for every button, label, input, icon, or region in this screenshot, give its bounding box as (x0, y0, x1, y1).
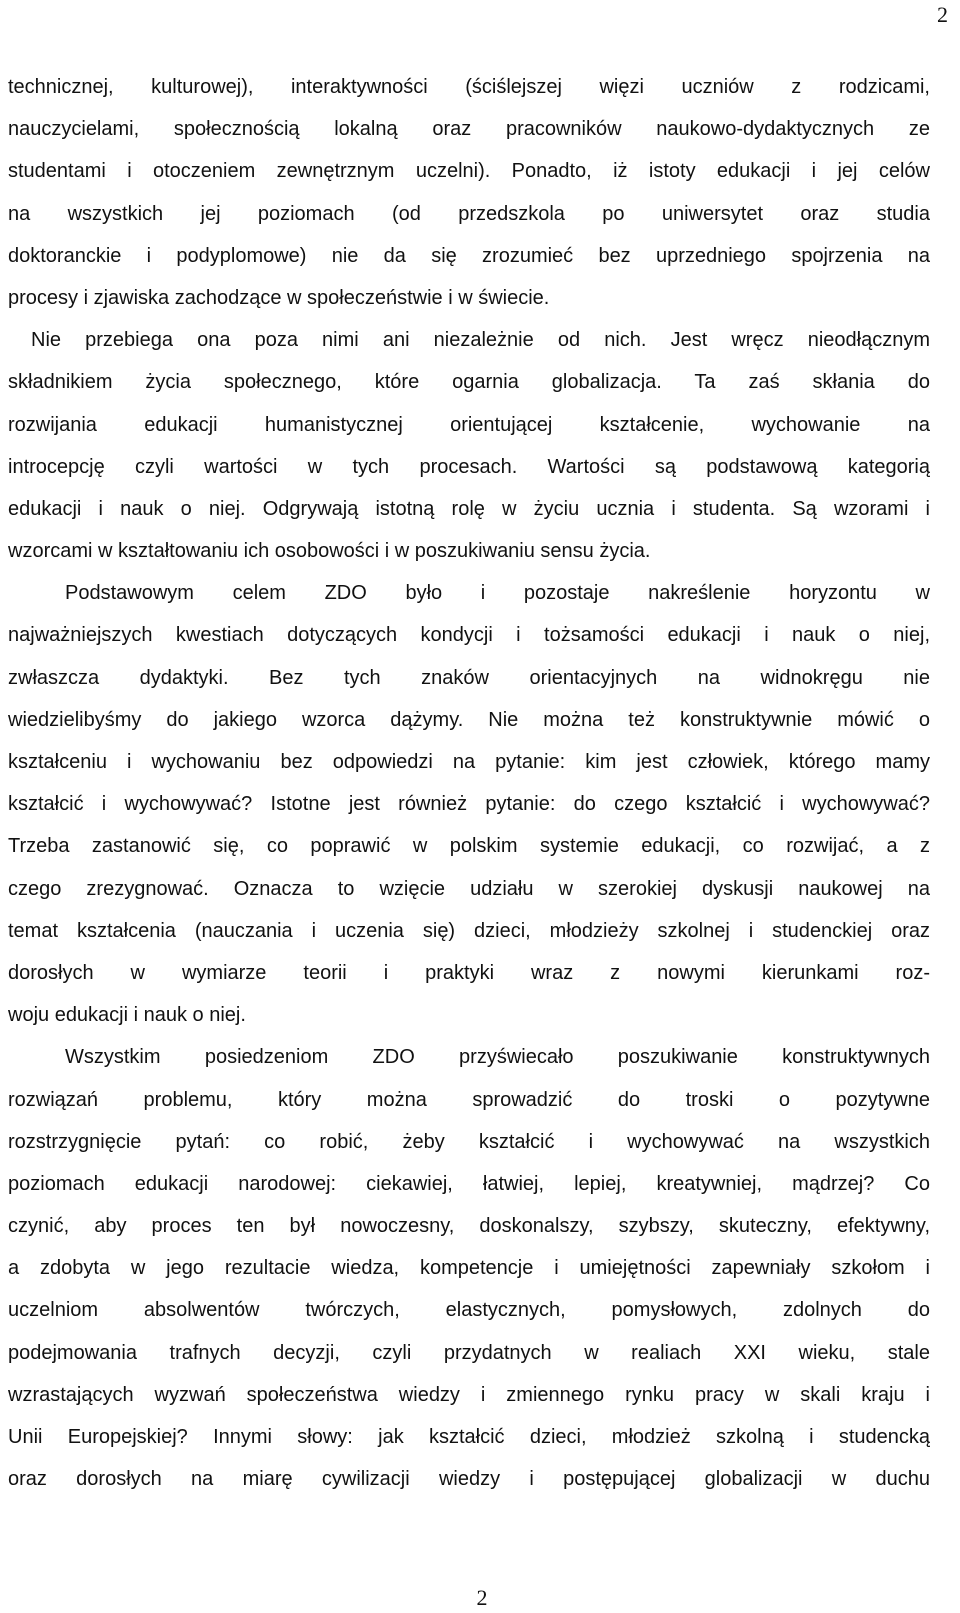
text-line: na wszystkich jej poziomach (od przedszkola po uniwersytet oraz studia (8, 202, 930, 225)
text-line: składnikiem życia społecznego, które ogarnia globalizacja. Ta zaś skłania do (8, 371, 930, 394)
text-line: najważniejszych kwestiach dotyczących kondycji i tożsamości edukacji i nauk o niej, (8, 624, 930, 647)
document-body (8, 66, 930, 1500)
text-line: Unii Europejskiej? Innymi słowy: jak kształcić dzieci, młodzież szkolną i studencką (8, 1426, 930, 1448)
text-line: a zdobyta w jego rezultacie wiedza, kompetencje i umiejętności zapewniały szkołom i (8, 1257, 930, 1280)
text-line: dorosłych w wymiarze teorii i praktyki wraz z nowymi kierunkami roz- (8, 961, 930, 984)
text-line: Wszystkim posiedzeniom ZDO przyświecało poszukiwanie konstruktywnych (65, 1046, 930, 1069)
text-line: podejmowania trafnych decyzji, czyli przydatnych w realiach XXI wieku, stale (8, 1341, 930, 1364)
text-line: oraz dorosłych na miarę cywilizacji wiedzy i postępującej globalizacji w duchu (8, 1468, 930, 1491)
text-line: Podstawowym celem ZDO było i pozostaje nakreślenie horyzontu w (65, 582, 930, 605)
text-line: czego zrezygnować. Oznacza to wzięcie udziału w szerokiej dyskusji naukowej na (8, 877, 930, 900)
text-line: woju edukacji i nauk o niej. (8, 1004, 246, 1027)
text-line: temat kształcenia (nauczania i uczenia się) dzieci, młodzieży szkolnej i studenckiej oraz (8, 919, 930, 942)
page-number-top: 2 (937, 2, 948, 27)
text-line: rozwiązań problemu, który można sprowadzić do troski o pozytywne (8, 1088, 930, 1111)
text-line: edukacji i nauk o niej. Odgrywają istotną rolę w życiu ucznia i studenta. Są wzorami i (8, 497, 930, 520)
text-line: Trzeba zastanowić się, co poprawić w polskim systemie edukacji, co rozwijać, a z (8, 835, 930, 858)
text-line: kształceniu i wychowaniu bez odpowiedzi na pytanie: kim jest człowiek, którego mamy (8, 751, 930, 773)
text-line: czynić, aby proces ten był nowoczesny, doskonalszy, szybszy, skuteczny, efektywny, (8, 1215, 930, 1238)
text-line: wiedzielibyśmy do jakiego wzorca dążymy. Nie można też konstruktywnie mówić o (8, 708, 930, 731)
text-line: rozwijania edukacji humanistycznej orientującej kształcenie, wychowanie na (8, 413, 930, 436)
text-line: uczelniom absolwentów twórczych, elastycznych, pomysłowych, zdolnych do (8, 1299, 930, 1322)
text-line: doktoranckie i podyplomowe) nie da się zrozumieć bez uprzedniego spojrzenia na (8, 244, 930, 267)
text-line: wzorcami w kształtowaniu ich osobowości i w poszukiwaniu sensu życia. (8, 540, 651, 563)
text-line: nauczycielami, społecznością lokalną oraz pracowników naukowo-dydaktycznych ze (8, 118, 930, 141)
text-line: technicznej, kulturowej), interaktywności (ściślejszej więzi uczniów z rodzicami, (8, 76, 930, 98)
text-line: wzrastających wyzwań społeczeństwa wiedzy i zmiennego rynku pracy w skali kraju i (8, 1383, 930, 1406)
text-line: zwłaszcza dydaktyki. Bez tych znaków orientacyjnych na widnokręgu nie (8, 666, 930, 689)
text-line: kształcić i wychowywać? Istotne jest również pytanie: do czego kształcić i wychowywać? (8, 793, 930, 816)
text-line: rozstrzygnięcie pytań: co robić, żeby kształcić i wychowywać na wszystkich (8, 1130, 930, 1153)
text-line: poziomach edukacji narodowej: ciekawiej, łatwiej, lepiej, kreatywniej, mądrzej? Co (8, 1172, 930, 1195)
text-line: studentami i otoczeniem zewnętrznym uczelni). Ponadto, iż istoty edukacji i jej celów (8, 160, 930, 183)
text-line: procesy i zjawiska zachodzące w społeczeństwie i w świecie. (8, 286, 550, 309)
text-line: Nie przebiega ona poza nimi ani niezależnie od nich. Jest wręcz nieodłącznym (31, 329, 930, 352)
text-line: introcepcję czyli wartości w tych procesach. Wartości są podstawową kategorią (8, 455, 930, 478)
page-number-bottom: 2 (476, 1585, 488, 1610)
